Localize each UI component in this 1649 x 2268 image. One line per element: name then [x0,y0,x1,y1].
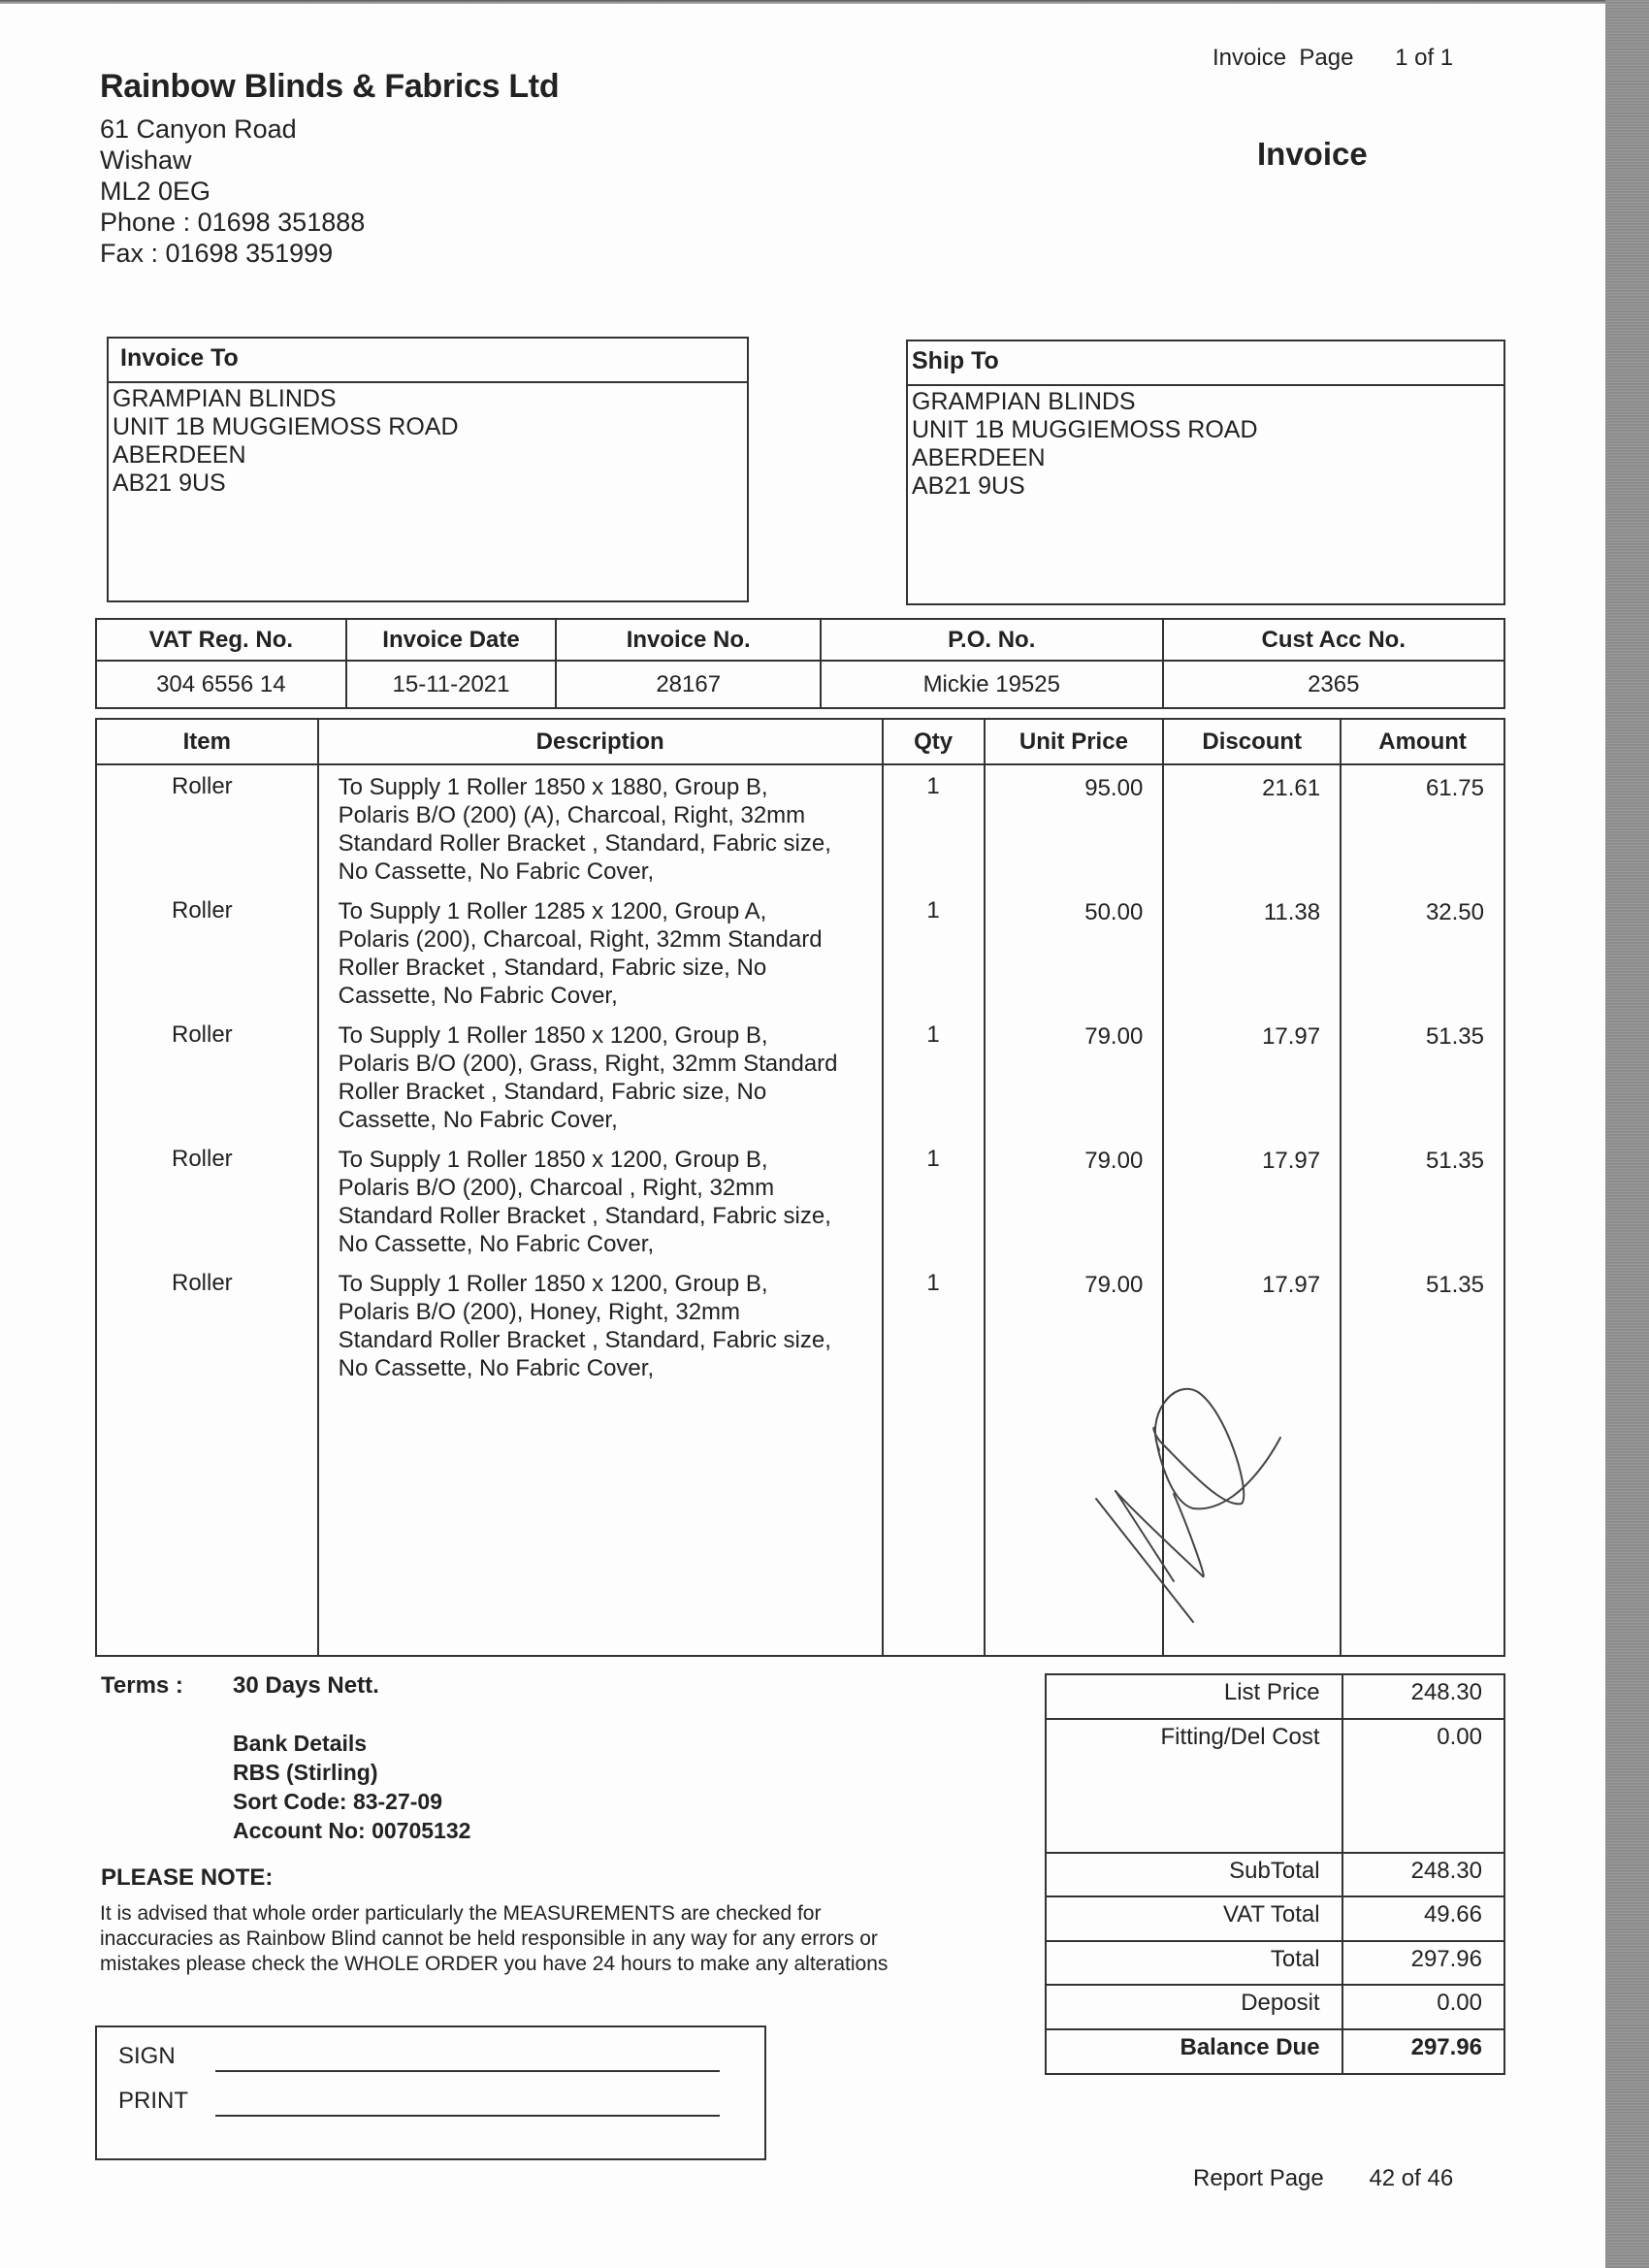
address-line: GRAMPIAN BLINDS [113,385,337,412]
invoice-page-value: 1 of 1 [1395,45,1454,71]
note-line: mistakes please check the WHOLE ORDER you have 24 hours to make any alterations [100,1953,889,1975]
bank-details-title: Bank Details [233,1731,368,1756]
report-page-info [1193,2165,1453,2192]
invoice-to-address [109,383,747,498]
report-page-value: 42 of 46 [1369,2165,1454,2191]
company-address [100,113,365,269]
description-cell [318,1270,883,1656]
table-row [96,764,1504,897]
print-label: PRINT [118,2088,188,2114]
qty-cell: 1 [883,1146,985,1270]
fitting-del-cost-value: 0.00 [1342,1719,1504,1853]
discount-header: Discount [1163,719,1341,764]
invoice-no-value: 28167 [556,661,821,708]
cust-acc-value: 2365 [1163,661,1504,708]
description-cell [318,1021,883,1146]
balance-due-value: 297.96 [1342,2029,1504,2074]
company-name: Rainbow Blinds & Fabrics Ltd [100,68,560,105]
total-value: 297.96 [1342,1941,1504,1985]
address-line: UNIT 1B MUGGIEMOSS ROAD [912,416,1258,443]
address-line: ABERDEEN [912,444,1046,471]
amount-cell: 51.35 [1341,1021,1504,1146]
totals-row [1046,1674,1504,1719]
qty-cell: 1 [883,1021,985,1146]
deposit-value: 0.00 [1342,1985,1504,2029]
ship-to-title: Ship To [908,341,1504,386]
description-line: Cassette, No Fabric Cover, [338,1107,618,1133]
invoice-to-box [107,337,749,602]
deposit-label: Deposit [1046,1985,1342,2029]
address-line: Wishaw [100,146,192,175]
bank-name: RBS (Stirling) [233,1760,378,1785]
address-line: UNIT 1B MUGGIEMOSS ROAD [113,413,459,440]
discount-cell: 21.61 [1163,764,1341,897]
amount-header: Amount [1341,719,1504,764]
description-header: Description [318,719,883,764]
description-line: To Supply 1 Roller 1850 x 1200, Group B, [338,1147,768,1173]
qty-cell: 1 [883,764,985,897]
company-phone: Phone : 01698 351888 [100,208,366,237]
description-cell [318,764,883,897]
unit-price-cell: 79.00 [985,1146,1164,1270]
scan-top-edge [0,0,1649,4]
discount-cell: 17.97 [1163,1146,1341,1270]
address-line: 61 Canyon Road [100,114,297,144]
totals-row [1046,1853,1504,1896]
table-row [96,1146,1504,1270]
description-line: Polaris (200), Charcoal, Right, 32mm Standard [338,926,823,953]
description-line: Cassette, No Fabric Cover, [338,983,618,1009]
please-note-title: PLEASE NOTE: [101,1864,274,1891]
unit-price-cell: 79.00 [985,1021,1164,1146]
list-price-label: List Price [1046,1674,1342,1719]
sign-line[interactable] [215,2070,720,2072]
unit-price-cell: 79.00 [985,1270,1164,1656]
info-header-row [96,619,1504,661]
invoice-no-header: Invoice No. [556,619,821,661]
item-cell: Roller [96,1146,318,1270]
description-line: Polaris B/O (200), Honey, Right, 32mm [338,1299,741,1325]
discount-cell: 17.97 [1163,1021,1341,1146]
amount-cell: 32.50 [1341,897,1504,1021]
bank-details [233,1729,470,1845]
description-line: Roller Bracket , Standard, Fabric size, No [338,955,767,981]
description-line: To Supply 1 Roller 1850 x 1200, Group B, [338,1271,768,1297]
fitting-del-cost-label: Fitting/Del Cost [1046,1719,1342,1853]
report-page-label: Report Page [1193,2165,1324,2191]
account-no: Account No: 00705132 [233,1818,471,1843]
unit-price-header: Unit Price [985,719,1164,764]
amount-cell: 61.75 [1341,764,1504,897]
cust-acc-header: Cust Acc No. [1163,619,1504,661]
address-line: ML2 0EG [100,177,211,206]
ship-to-address [908,386,1504,501]
item-cell: Roller [96,1270,318,1656]
unit-price-cell: 50.00 [985,897,1164,1021]
qty-cell: 1 [883,897,985,1021]
subtotal-label: SubTotal [1046,1853,1342,1896]
print-line[interactable] [215,2115,720,2117]
sign-label: SIGN [118,2043,176,2069]
totals-row [1046,1896,1504,1941]
ship-to-box [906,340,1505,605]
description-line: No Cassette, No Fabric Cover, [338,859,655,885]
document-title: Invoice [1257,136,1368,172]
po-no-header: P.O. No. [821,619,1162,661]
invoice-date-value: 15-11-2021 [346,661,557,708]
item-cell: Roller [96,1021,318,1146]
total-label: Total [1046,1941,1342,1985]
address-line: AB21 9US [113,470,226,497]
amount-cell: 51.35 [1341,1270,1504,1656]
info-value-row [96,661,1504,708]
qty-header: Qty [883,719,985,764]
description-line: To Supply 1 Roller 1285 x 1200, Group A, [338,898,767,924]
table-row [96,897,1504,1021]
description-line: Standard Roller Bracket , Standard, Fabric size, [338,1203,831,1229]
handwritten-signature-icon [1086,1358,1300,1639]
unit-price-cell: 95.00 [985,764,1164,897]
sign-print-box [95,2025,766,2160]
description-cell [318,897,883,1021]
please-note-text [100,1901,1012,1977]
terms-label: Terms : [101,1672,183,1699]
vat-total-label: VAT Total [1046,1896,1342,1941]
description-line: Standard Roller Bracket , Standard, Fabric size, [338,1327,831,1353]
item-cell: Roller [96,897,318,1021]
amount-cell: 51.35 [1341,1146,1504,1270]
balance-due-label: Balance Due [1046,2029,1342,2074]
totals-row [1046,1985,1504,2029]
description-line: To Supply 1 Roller 1850 x 1880, Group B, [338,774,768,800]
list-price-value: 248.30 [1342,1674,1504,1719]
invoice-page-info [1212,45,1453,72]
address-line: AB21 9US [912,472,1025,500]
description-cell [318,1146,883,1270]
po-no-value: Mickie 19525 [821,661,1162,708]
item-header: Item [96,719,318,764]
vat-total-value: 49.66 [1342,1896,1504,1941]
totals-row [1046,1719,1504,1853]
items-header-row [96,719,1504,764]
description-line: No Cassette, No Fabric Cover, [338,1355,655,1381]
table-row [96,1021,1504,1146]
description-line: Polaris B/O (200), Grass, Right, 32mm Standard [338,1051,838,1077]
discount-cell: 17.97 [1163,1270,1341,1656]
description-line: To Supply 1 Roller 1850 x 1200, Group B, [338,1022,768,1049]
totals-row [1046,2029,1504,2074]
invoice-date-header: Invoice Date [346,619,557,661]
discount-cell: 11.38 [1163,897,1341,1021]
note-line: inaccuracies as Rainbow Blind cannot be held responsible in any way for any errors or [100,1928,878,1950]
company-fax: Fax : 01698 351999 [100,239,334,268]
invoice-info-table [95,618,1505,709]
sort-code: Sort Code: 83-27-09 [233,1789,443,1814]
description-line: No Cassette, No Fabric Cover, [338,1231,655,1257]
description-line: Polaris B/O (200), Charcoal , Right, 32mm [338,1175,775,1201]
scan-right-edge [1605,0,1649,2268]
totals-row [1046,1941,1504,1985]
invoice-to-title: Invoice To [109,339,747,383]
vat-reg-value: 304 6556 14 [96,661,346,708]
invoice-page-label: Invoice Page [1212,45,1354,71]
totals-table [1045,1673,1505,2075]
qty-cell: 1 [883,1270,985,1656]
vat-reg-header: VAT Reg. No. [96,619,346,661]
address-line: ABERDEEN [113,441,246,469]
subtotal-value: 248.30 [1342,1853,1504,1896]
item-cell: Roller [96,764,318,897]
description-line: Roller Bracket , Standard, Fabric size, No [338,1079,767,1105]
description-line: Standard Roller Bracket , Standard, Fabric size, [338,830,831,857]
description-line: Polaris B/O (200) (A), Charcoal, Right, 32mm [338,802,806,828]
note-line: It is advised that whole order particularly the MEASUREMENTS are checked for [100,1902,822,1925]
terms-value: 30 Days Nett. [233,1672,379,1699]
address-line: GRAMPIAN BLINDS [912,388,1136,415]
